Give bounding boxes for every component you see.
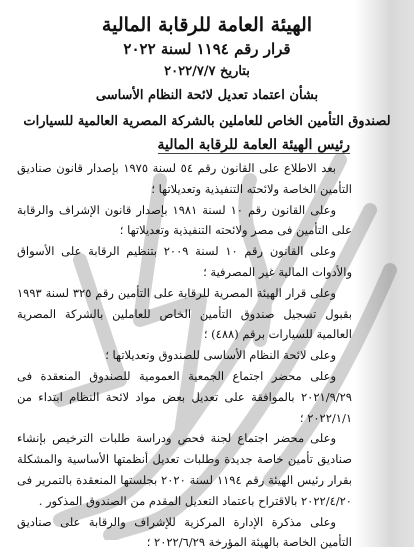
decree-date: بتاريخ ٢٠٢٢/٧/٧	[164, 64, 250, 79]
paragraph: وعلى لائحة النظام الأساسى للصندوق وتعديلاتها ؛	[105, 348, 336, 363]
paragraph: بعد الاطلاع على القانون رقم ٥٤ لسنة ١٩٧٥ بإصدار قانون صناديق التأمين الخاصة ولائحته التنفيذية وتعديلاتها ؛	[17, 161, 352, 196]
subject-line-2: لصندوق التأمين الخاص للعاملين بالشركة المصرية العالمية للسيارات	[23, 114, 391, 129]
authority-title: الهيئة العامة للرقابة المالية	[101, 14, 313, 36]
chairman-heading: رئيس الهيئة العامة للرقابة المالية	[157, 137, 350, 153]
paragraph: وعلى القانون رقم ١٠ لسنة ٢٠٠٩ بتنظيم الرقابة على الأسواق والأدوات المالية غير المصرفية ؛	[17, 244, 352, 279]
paragraph: وعلى مذكرة الإدارة المركزية للإشراف والرقابة على صناديق التأمين الخاصة بالهيئة المؤرخة ٢٠٢٢/٦/٢٩ ؛	[17, 514, 352, 550]
scan-shadow-band	[355, 0, 414, 547]
paragraph: وعلى محضر اجتماع الجمعية العمومية للصندوق المنعقدة فى ٢٠٢١/٩/٢٩ بالموافقة على تعديل بعض مواد لائحة النظام ابتداء من ٢٠٢٢/١/١ ؛	[17, 368, 352, 425]
decree-body	[17, 158, 352, 553]
subject-line-1: بشأن اعتماد تعديل لائحة النظام الأساسى	[95, 88, 319, 103]
paragraph: وعلى القانون رقم ١٠ لسنة ١٩٨١ بإصدار قانون الإشراف والرقابة على التأمين فى مصر ولائحته التنفيذية وتعديلاتها ؛	[17, 202, 352, 238]
paragraph: وعلى محضر اجتماع لجنة فحص ودراسة طلبات الترخيص بإنشاء صناديق تأمين خاصة جديدة وطلبات تعديل أنظمتها الأساسية والمشكلة بقرار رئيس الهيئة رقم ١١٩٤ لسنة ٢٠٢٠ بجلستها المنعقدة بالتمرير فى ٢٠٢٢/٤/٢٠ بالاقتراح باعتماد التعديل المقدم من الصندوق المذكور .	[17, 431, 352, 508]
paragraph: وعلى قرار الهيئة المصرية للرقابة على التأمين رقم ٣٢٥ لسنة ١٩٩٣ بقبول تسجيل صندوق التأمين الخاص للعاملين بالشركة المصرية العالمية للسيارات برقم (٤٨٨) ؛	[17, 285, 352, 342]
decree-number: قرار رقم ١١٩٤ لسنة ٢٠٢٢	[123, 40, 291, 58]
